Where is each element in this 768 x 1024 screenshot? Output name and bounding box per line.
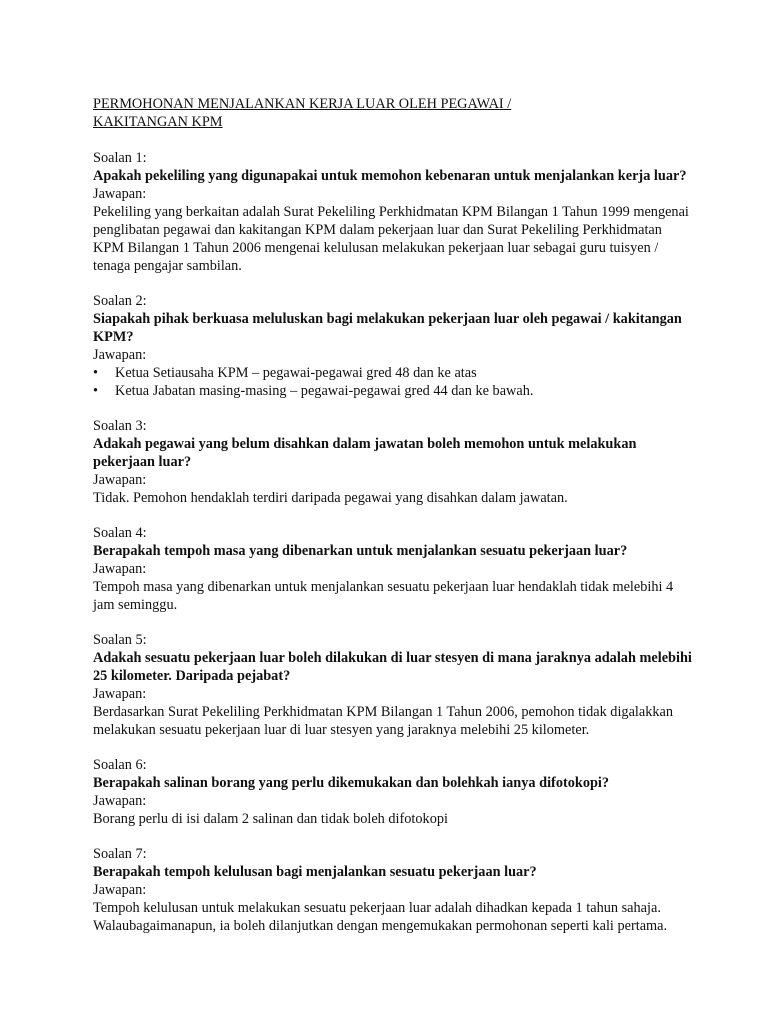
document-page	[93, 95, 693, 952]
qa-item-3	[93, 417, 693, 507]
qa-item-6	[93, 756, 693, 828]
bullet-icon: •	[93, 365, 99, 381]
answer-label: Jawapan:	[93, 186, 147, 202]
question-text: Siapakah pihak berkuasa meluluskan bagi melakukan pekerjaan luar oleh pegawai / kakitangan KPM?	[93, 311, 682, 345]
question-label: Soalan 1:	[93, 150, 147, 166]
answer-text: Berdasarkan Surat Pekeliling Perkhidmatan KPM Bilangan 1 Tahun 2006, pemohon tidak digalakkan melakukan sesuatu pekerjaan luar di luar stesyen yang jaraknya melebihi 25 kilometer.	[93, 704, 674, 738]
qa-item-4	[93, 524, 693, 614]
bullet-text: Ketua Jabatan masing-masing – pegawai-pegawai gred 44 dan ke bawah.	[115, 383, 534, 399]
question-label: Soalan 7:	[93, 846, 147, 862]
answer-label: Jawapan:	[93, 793, 147, 809]
question-label: Soalan 4:	[93, 525, 147, 541]
question-label: Soalan 2:	[93, 293, 147, 309]
question-text: Berapakah salinan borang yang perlu dikemukakan dan bolehkah ianya difotokopi?	[93, 775, 610, 791]
answer-text: Pekeliling yang berkaitan adalah Surat Pekeliling Perkhidmatan KPM Bilangan 1 Tahun 1999 mengenai penglibatan pegawai dan kakitangan KPM dalam pekerjaan luar dan Surat Pekeliling Perkhidmatan KPM Bilangan 1 Tahun 2006 mengenai kelulusan melakukan pekerjaan luar sebagai guru tuisyen / tenaga pengajar sambilan.	[93, 204, 689, 274]
answer-text: Tempoh kelulusan untuk melakukan sesuatu pekerjaan luar adalah dihadkan kepada 1 tahun sahaja. Walaubagaimanapun, ia boleh dilanjutkan dengan mengemukakan permohonan seperti kali pertama.	[93, 900, 668, 934]
question-text: Adakah sesuatu pekerjaan luar boleh dilakukan di luar stesyen di mana jaraknya adalah melebihi 25 kilometer. Daripada pejabat?	[93, 650, 692, 684]
question-label: Soalan 5:	[93, 632, 147, 648]
title-line-2: KAKITANGAN KPM	[93, 114, 223, 130]
answer-label: Jawapan:	[93, 472, 147, 488]
answer-text: Tidak. Pemohon hendaklah terdiri daripada pegawai yang disahkan dalam jawatan.	[93, 490, 568, 506]
bullet-text: Ketua Setiausaha KPM – pegawai-pegawai gred 48 dan ke atas	[115, 365, 477, 381]
list-item	[93, 364, 693, 382]
qa-item-1	[93, 149, 693, 275]
list-item	[93, 382, 693, 400]
document-title	[93, 95, 693, 131]
qa-item-7	[93, 845, 693, 935]
question-text: Adakah pegawai yang belum disahkan dalam jawatan boleh memohon untuk melakukan pekerjaan luar?	[93, 436, 637, 470]
answer-label: Jawapan:	[93, 686, 147, 702]
question-label: Soalan 3:	[93, 418, 147, 434]
answer-text: Borang perlu di isi dalam 2 salinan dan tidak boleh difotokopi	[93, 811, 448, 827]
qa-item-5	[93, 631, 693, 739]
answer-label: Jawapan:	[93, 347, 147, 363]
question-text: Berapakah tempoh kelulusan bagi menjalankan sesuatu pekerjaan luar?	[93, 864, 537, 880]
title-line-1: PERMOHONAN MENJALANKAN KERJA LUAR OLEH PEGAWAI /	[93, 96, 512, 112]
answer-text: Tempoh masa yang dibenarkan untuk menjalankan sesuatu pekerjaan luar hendaklah tidak melebihi 4 jam seminggu.	[93, 579, 674, 613]
bullet-icon: •	[93, 383, 99, 399]
qa-item-2	[93, 292, 693, 400]
answer-label: Jawapan:	[93, 561, 147, 577]
question-text: Berapakah tempoh masa yang dibenarkan untuk menjalankan sesuatu pekerjaan luar?	[93, 543, 628, 559]
answer-bullet-list	[93, 364, 693, 400]
question-text: Apakah pekeliling yang digunapakai untuk memohon kebenaran untuk menjalankan kerja luar?	[93, 168, 687, 184]
question-label: Soalan 6:	[93, 757, 147, 773]
answer-label: Jawapan:	[93, 882, 147, 898]
